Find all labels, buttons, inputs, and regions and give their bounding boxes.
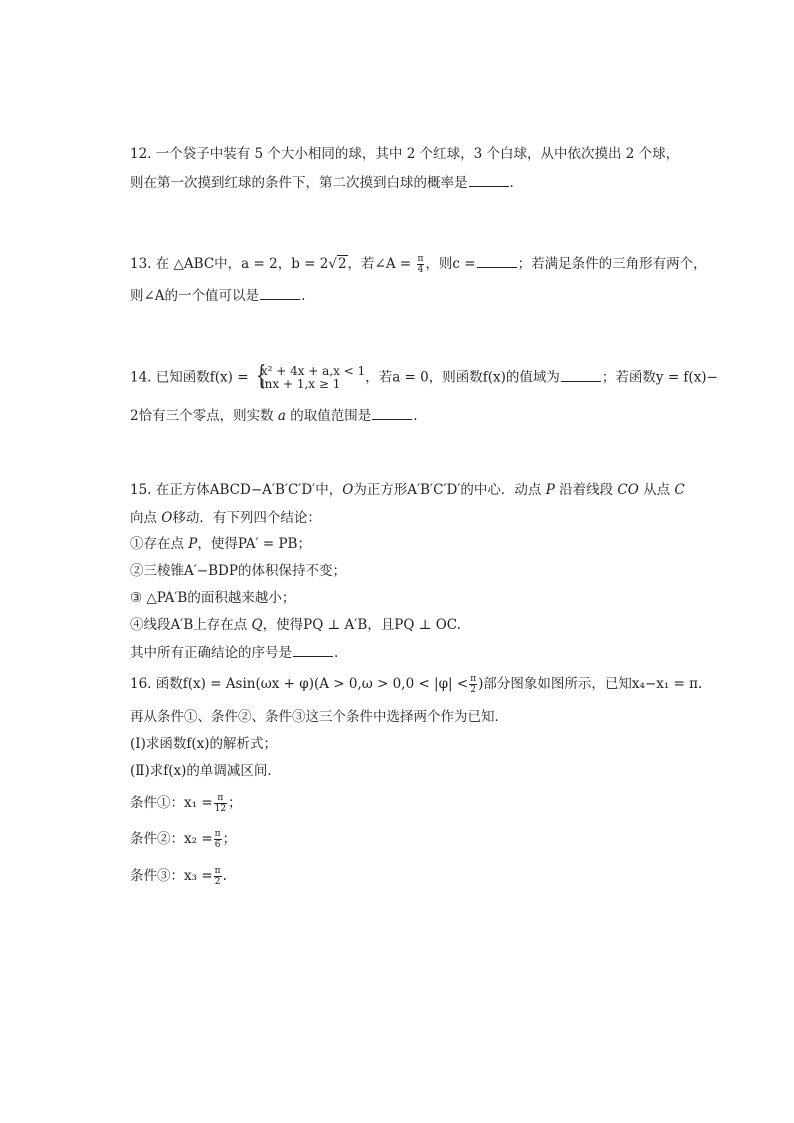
cond1-text: 条件①：x₁ =	[130, 795, 213, 811]
answer-blank[interactable]	[561, 367, 601, 382]
answer-blank[interactable]	[372, 405, 412, 420]
fraction	[214, 866, 222, 887]
q15-last-end: .	[334, 645, 339, 661]
q13-text-mid3: ；若满足条件的三角形有两个，	[517, 256, 707, 272]
fraction	[417, 254, 425, 275]
q12-line1	[130, 144, 679, 164]
q14-line1	[130, 361, 718, 391]
case-2: lnx + 1,x ≥ 1	[260, 377, 341, 391]
variable-a: a	[277, 408, 286, 424]
cond2-end: ；	[222, 831, 237, 847]
q14-text-mid2: ；若函数y = f(x)−	[601, 369, 718, 386]
q16-text-3: (Ⅰ)求函数f(x)的解析式；	[130, 736, 278, 752]
q15-item4	[130, 615, 461, 635]
q13-text-mid2: ，则c =	[425, 256, 476, 272]
q13-line2	[130, 285, 305, 306]
q14-text-2b: 的取值范围是	[285, 408, 372, 424]
q12-text-end: .	[509, 175, 514, 191]
fraction-denominator: 2	[214, 877, 221, 887]
point-P: P	[188, 536, 198, 552]
q14-text-mid: ，若a = 0，则函数f(x)的值域为	[365, 369, 560, 386]
fraction-numerator: π	[214, 793, 227, 804]
q16-cond1	[130, 793, 242, 814]
cond3-text: 条件③：x₃ =	[130, 868, 213, 884]
q16-text-4: (Ⅱ)求f(x)的单调减区间．	[130, 763, 281, 779]
answer-blank[interactable]	[260, 285, 300, 300]
sqrt-arg: 2	[337, 256, 347, 272]
q15-item3	[130, 588, 295, 608]
q15-text-2a: 向点	[130, 510, 162, 526]
q15-text-2b: 移动．有下列四个结论：	[172, 510, 321, 526]
q13-text-pre: 13. 在 △ABC中，a = 2，b = 2	[130, 256, 329, 272]
q12-line2	[130, 172, 514, 193]
point-O: O	[161, 510, 173, 526]
fraction-denominator: 4	[417, 265, 424, 275]
fraction	[214, 829, 222, 850]
q15-text-1c: 沿着线段	[554, 482, 618, 498]
cond2-text: 条件②：x₂ =	[130, 831, 213, 847]
q16-text-1b: )部分图象如图所示，已知x₄−x₁ = π.	[478, 676, 703, 692]
fraction-denominator: 2	[470, 685, 477, 695]
q13-text-mid1: ，若∠A =	[347, 256, 412, 272]
point-P: P	[545, 482, 555, 498]
q16-cond3	[130, 866, 227, 887]
q13-text-end: .	[301, 288, 306, 304]
q15-text-1b: 为正方形A′B′C′D′的中心．动点	[353, 482, 546, 498]
fraction-numerator: π	[214, 866, 221, 876]
q13-line1	[130, 253, 707, 275]
point-Q: Q	[251, 617, 263, 633]
q16-cond2	[130, 829, 236, 850]
fraction-numerator: π	[470, 674, 477, 684]
point-O: O	[342, 482, 354, 498]
fraction-numerator: π	[417, 254, 424, 264]
q15-last	[130, 642, 338, 663]
segment-CO: CO	[617, 482, 639, 498]
q15-item4-b: ，使得PQ ⊥ A′B，且PQ ⊥ OC.	[262, 617, 461, 633]
q15-item1-a: ①存在点	[130, 536, 189, 552]
q15-line1	[130, 480, 685, 500]
case-1: x² + 4x + a,x < 1	[260, 364, 366, 378]
q14-text-pre: 14. 已知函数f(x) =	[130, 369, 249, 386]
q14-line2	[130, 405, 418, 426]
fraction-denominator: 6	[214, 840, 221, 850]
q15-last-text: 其中所有正确结论的序号是	[130, 645, 292, 661]
cond1-end: ；	[228, 795, 242, 811]
cond3-end: .	[222, 868, 227, 884]
fraction-numerator: π	[214, 829, 221, 839]
q15-line2	[130, 508, 321, 528]
fraction-denominator: 12	[214, 804, 227, 814]
q14-text-2: 2恰有三个零点，则实数	[130, 408, 278, 424]
q16-line1	[130, 674, 702, 695]
q16-line3	[130, 734, 277, 754]
answer-blank[interactable]	[477, 253, 517, 268]
brace-symbol: {	[256, 361, 267, 391]
q12-text-1: 12. 一个袋子中装有 5 个大小相同的球，其中 2 个红球，3 个白球，从中依次摸出 2 个球，	[130, 146, 680, 162]
q16-line4	[130, 761, 281, 781]
answer-blank[interactable]	[293, 642, 333, 657]
q16-text-1a: 16. 函数f(x) = Asin(ωx + φ)(A > 0,ω > 0,0 < |φ| <	[130, 676, 469, 692]
q15-text-1d: 从点	[638, 482, 675, 498]
q15-item2-text: ②三棱锥A′−BDP的体积保持不变；	[130, 563, 346, 579]
fraction	[469, 674, 477, 695]
q13-text-2: 则∠A的一个值可以是	[130, 288, 260, 304]
q14-text-end: .	[413, 408, 418, 424]
piecewise-function	[253, 361, 366, 391]
q15-item2	[130, 561, 346, 581]
point-C: C	[674, 482, 685, 498]
q15-item1-b: ，使得PA′ = PB；	[197, 536, 311, 552]
q15-item4-a: ④线段A′B上存在点	[130, 617, 252, 633]
q15-text-1a: 15. 在正方体ABCD−A′B′C′D′中，	[130, 482, 343, 498]
sqrt-sign: √	[328, 256, 337, 272]
q15-item1	[130, 534, 311, 554]
fraction	[214, 793, 227, 814]
q16-line2	[130, 707, 508, 727]
answer-blank[interactable]	[469, 172, 509, 187]
q16-text-2: 再从条件①、条件②、条件③这三个条件中选择两个作为已知．	[130, 709, 508, 725]
q15-item3-text: ③ △PA′B的面积越来越小；	[130, 590, 296, 606]
q12-text-2: 则在第一次摸到红球的条件下，第二次摸到白球的概率是	[130, 175, 468, 191]
